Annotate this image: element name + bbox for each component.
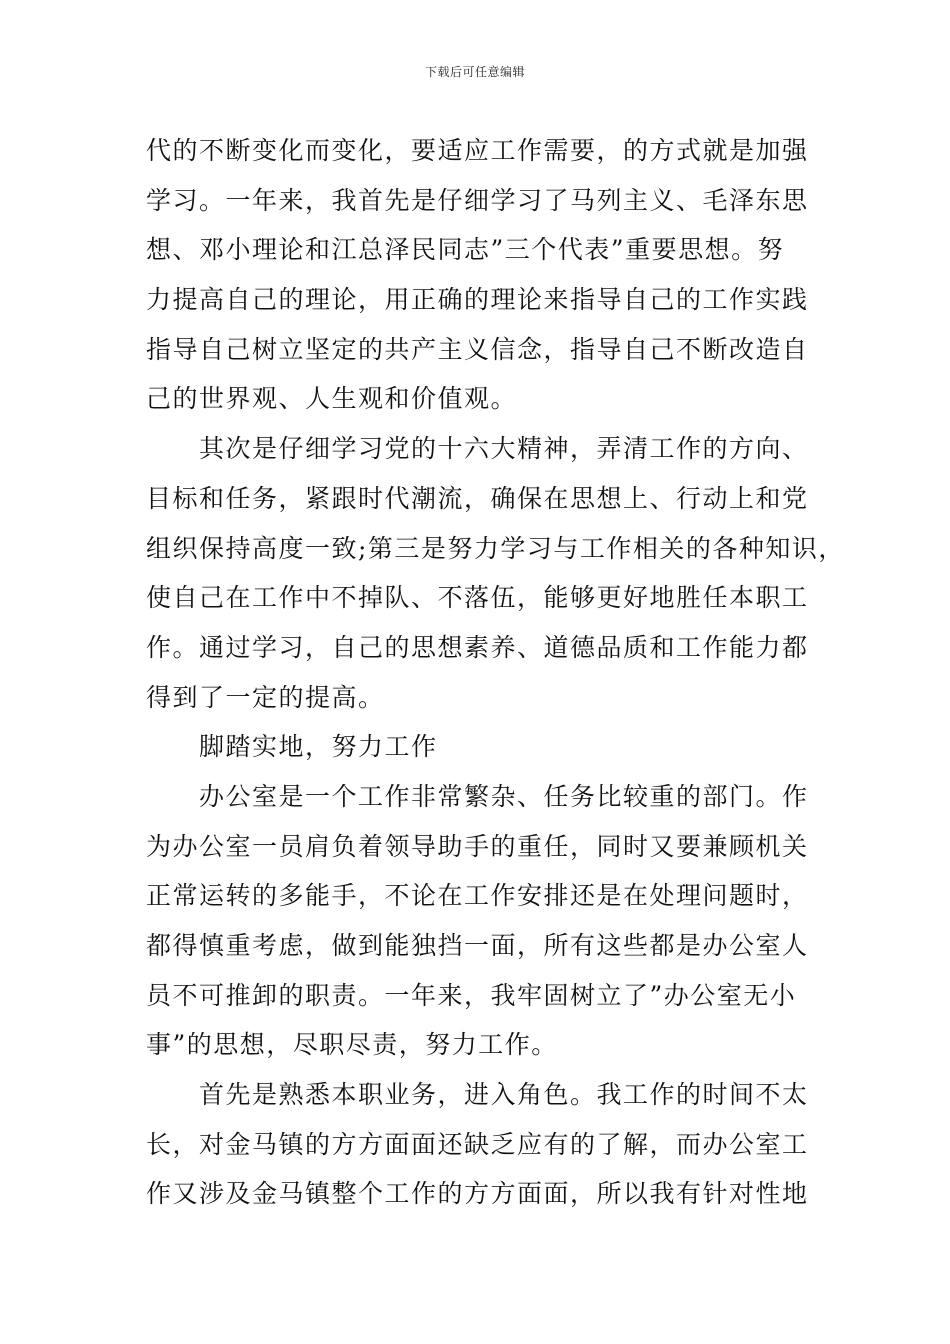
text-line: 作。通过学习，自己的思想素养、道德品质和工作能力都 [146,632,809,662]
text-line: 员不可推卸的职责。一年来，我牢固树立了”办公室无小 [146,980,797,1010]
paragraph-start-line: 办公室是一个工作非常繁杂、任务比较重的部门。作 [199,781,809,811]
text-line: 事”的思想，尽职尽责，努力工作。 [146,1030,558,1060]
text-line: 组织保持高度一致;第三是努力学习与工作相关的各种知识， [146,533,845,563]
text-line: 想、邓小理论和江总泽民同志”三个代表”重要思想。努 [146,235,785,265]
text-line: 目标和任务，紧跟时代潮流，确保在思想上、行动上和党 [146,483,809,513]
text-line: 代的不断变化而变化，要适应工作需要，的方式就是加强 [146,136,809,165]
document-body [146,126,845,1219]
text-line: 为办公室一员肩负着领导助手的重任，同时又要兼顾机关 [146,831,809,861]
text-line: 正常运转的多能手，不论在工作安排还是在处理问题时， [146,881,809,911]
text-line: 己的世界观、人生观和价值观。 [146,384,518,414]
text-line: 指导自己树立坚定的共产主义信念，指导自己不断改造自 [146,334,809,364]
paragraph-start-line: 其次是仔细学习党的十六大精神，弄清工作的方向、 [199,434,809,464]
page-header-note: 下载后可任意编辑 [424,65,525,79]
paragraph-start-line: 首先是熟悉本职业务，进入角色。我工作的时间不太 [199,1080,809,1110]
section-heading: 脚踏实地，努力工作 [199,732,438,762]
text-line: 学习。一年来，我首先是仔细学习了马列主义、毛泽东思 [146,185,809,215]
text-line: 使自己在工作中不掉队、不落伍，能够更好地胜任本职工 [146,583,809,613]
text-line: 作又涉及金马镇整个工作的方方面面，所以我有针对性地 [146,1179,809,1209]
text-line: 长，对金马镇的方方面面还缺乏应有的了解，而办公室工 [146,1129,809,1159]
text-line: 得到了一定的提高。 [146,682,385,712]
text-line: 都得慎重考虑，做到能独挡一面，所有这些都是办公室人 [146,931,809,960]
text-line: 力提高自己的理论，用正确的理论来指导自己的工作实践 [146,285,809,315]
